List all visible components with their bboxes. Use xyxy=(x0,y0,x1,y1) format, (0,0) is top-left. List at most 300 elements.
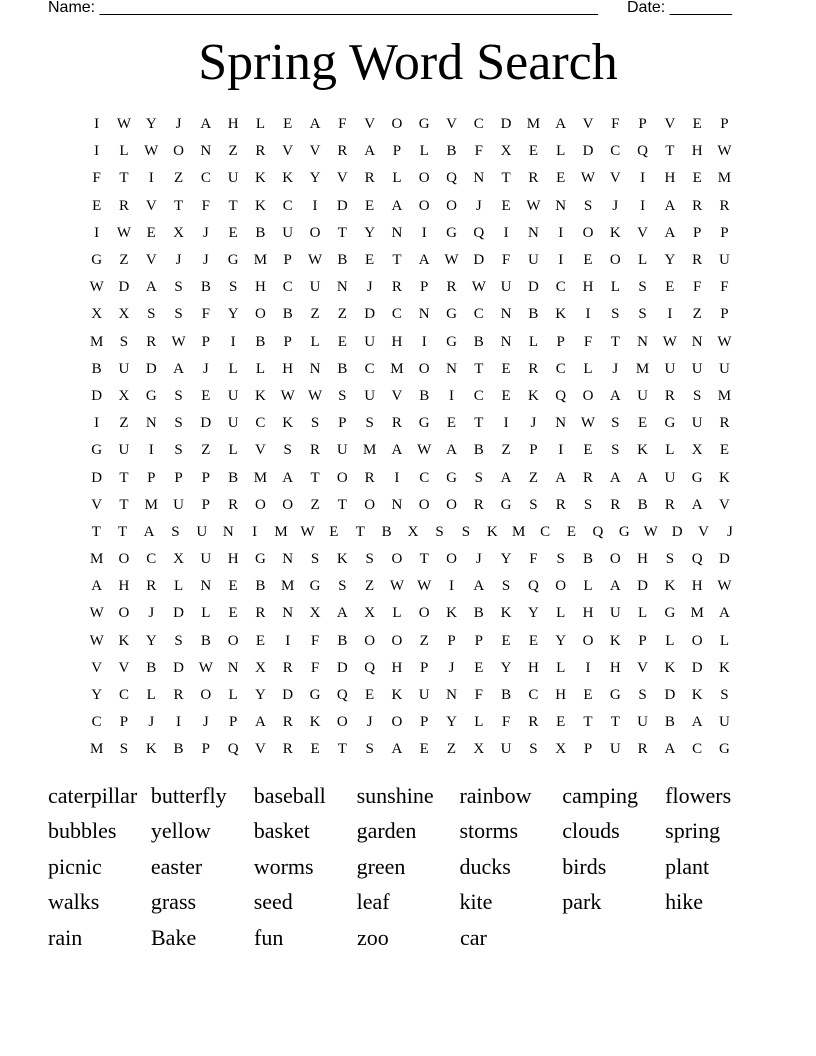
grid-letter: Q xyxy=(227,741,239,758)
grid-letter: X xyxy=(473,741,485,758)
word-item: yellow xyxy=(150,818,211,844)
grid-letter: A xyxy=(364,143,376,160)
grid-letter: X xyxy=(118,387,130,404)
grid-letter: X xyxy=(173,224,184,241)
grid-letter: G xyxy=(446,333,457,350)
grid-letter: N xyxy=(555,415,567,432)
grid-letter: T xyxy=(337,224,347,241)
grid-letter: A xyxy=(309,116,321,133)
grid-letter: U xyxy=(227,170,239,187)
word-item: ducks xyxy=(459,853,511,879)
grid-letter: R xyxy=(528,714,539,731)
grid-letter: H xyxy=(582,605,594,622)
grid-letter: X xyxy=(407,523,419,540)
grid-letter: E xyxy=(501,632,511,649)
grid-letter: O xyxy=(118,551,130,568)
grid-letter: I xyxy=(558,252,564,269)
grid-letter: G xyxy=(609,687,621,704)
grid-letter: P xyxy=(638,632,647,649)
grid-letter: D xyxy=(173,659,184,676)
grid-letter: D xyxy=(473,252,485,269)
grid-letter: D xyxy=(527,279,539,296)
grid-letter: P xyxy=(338,415,347,432)
word-item: clouds xyxy=(562,818,620,844)
word-item: butterfly xyxy=(150,782,227,808)
grid-letter: P xyxy=(147,469,156,486)
word-item: Bake xyxy=(151,924,197,950)
grid-letter: W xyxy=(717,333,732,350)
grid-letter: N xyxy=(555,197,567,214)
grid-letter: K xyxy=(118,632,130,649)
grid-letter: R xyxy=(473,496,484,513)
grid-letter: R xyxy=(692,197,703,214)
grid-letter: P xyxy=(228,714,238,731)
grid-row xyxy=(83,519,743,546)
grid-letter: B xyxy=(473,605,484,622)
grid-letter: R xyxy=(637,741,648,758)
grid-letter: J xyxy=(366,714,373,731)
grid-letter: J xyxy=(475,551,482,568)
grid-letter: B xyxy=(337,632,348,649)
grid-letter: O xyxy=(336,469,348,486)
word-item: flowers xyxy=(665,782,732,808)
grid-letter: J xyxy=(448,659,455,676)
grid-letter: O xyxy=(173,143,184,160)
grid-letter: A xyxy=(719,605,730,622)
grid-letter: C xyxy=(118,687,129,704)
grid-letter: C xyxy=(473,116,484,133)
grid-letter: T xyxy=(665,143,675,160)
grid-letter: P xyxy=(420,279,429,296)
grid-letter: W xyxy=(89,279,104,296)
grid-letter: S xyxy=(283,442,292,459)
grid-letter: P xyxy=(474,632,483,649)
grid-letter: I xyxy=(449,387,454,404)
grid-letter: O xyxy=(418,197,430,214)
grid-row xyxy=(83,301,743,328)
grid-letter: P xyxy=(529,442,538,459)
grid-letter: B xyxy=(473,442,484,459)
grid-letter: U xyxy=(719,714,730,731)
grid-letter: P xyxy=(420,659,429,676)
grid-letter: T xyxy=(337,496,347,513)
grid-letter: Z xyxy=(337,306,347,323)
grid-letter: N xyxy=(418,306,430,323)
grid-letter: P xyxy=(201,741,210,758)
grid-letter: L xyxy=(201,605,211,622)
word-item: easter xyxy=(150,853,203,879)
grid-letter: J xyxy=(366,279,373,296)
grid-letter: R xyxy=(337,143,348,160)
grid-letter: H xyxy=(391,333,403,350)
grid-letter: B xyxy=(337,360,348,377)
grid-letter: Y xyxy=(227,306,239,323)
grid-letter: W xyxy=(580,415,596,432)
grid-row xyxy=(83,220,743,247)
grid-letter: L xyxy=(392,170,402,187)
grid-letter: Y xyxy=(500,659,512,676)
grid-letter: T xyxy=(228,197,238,214)
grid-letter: O xyxy=(255,306,266,323)
grid-letter: Y xyxy=(527,605,539,622)
grid-letter: W xyxy=(417,578,432,595)
grid-letter: D xyxy=(91,387,103,404)
grid-letter: P xyxy=(119,714,129,731)
grid-letter: X xyxy=(555,741,567,758)
grid-letter: T xyxy=(173,197,184,214)
grid-letter: W xyxy=(171,333,186,350)
grid-letter: E xyxy=(528,143,538,160)
grid-letter: G xyxy=(145,387,157,404)
grid-letter: R xyxy=(118,197,129,214)
grid-letter: C xyxy=(419,469,430,486)
grid-letter: K xyxy=(336,551,348,568)
grid-letter: F xyxy=(92,170,101,187)
grid-letter: A xyxy=(609,387,621,404)
grid-letter: H xyxy=(527,659,539,676)
grid-letter: P xyxy=(638,116,647,133)
grid-letter: Z xyxy=(365,578,375,595)
grid-letter: D xyxy=(691,659,703,676)
grid-letter: L xyxy=(310,333,320,350)
grid-letter: E xyxy=(692,170,702,187)
grid-letter: A xyxy=(609,578,621,595)
grid-letter: R xyxy=(364,469,375,486)
grid-letter: Y xyxy=(555,632,567,649)
grid-letter: V xyxy=(391,387,403,404)
grid-letter: J xyxy=(530,415,537,432)
grid-letter: C xyxy=(473,306,484,323)
grid-letter: G xyxy=(446,224,457,241)
grid-letter: H xyxy=(391,659,403,676)
grid-letter: W xyxy=(116,116,132,133)
grid-letter: U xyxy=(200,551,212,568)
grid-letter: U xyxy=(609,605,621,622)
grid-letter: R xyxy=(528,170,539,187)
grid-letter: A xyxy=(691,714,703,731)
grid-letter: K xyxy=(664,578,676,595)
grid-letter: F xyxy=(310,632,320,649)
grid-letter: E xyxy=(501,387,511,404)
grid-letter: G xyxy=(618,523,630,540)
grid-letter: I xyxy=(94,415,100,432)
word-item: seed xyxy=(253,889,293,915)
grid-letter: J xyxy=(202,360,209,377)
grid-letter: K xyxy=(664,659,676,676)
grid-letter: I xyxy=(667,306,673,323)
grid-letter: U xyxy=(664,469,676,486)
word-item: hike xyxy=(665,889,704,915)
grid-letter: M xyxy=(362,442,377,459)
grid-letter: Q xyxy=(336,687,348,704)
grid-letter: S xyxy=(556,551,565,568)
grid-letter: L xyxy=(419,143,429,160)
grid-letter: U xyxy=(173,496,184,513)
grid-letter: R xyxy=(446,279,457,296)
grid-letter: W xyxy=(116,224,132,241)
grid-letter: V xyxy=(664,116,676,133)
grid-letter: A xyxy=(637,469,648,486)
grid-letter: I xyxy=(558,224,564,241)
grid-letter: N xyxy=(473,170,485,187)
grid-letter: A xyxy=(664,741,676,758)
grid-row xyxy=(83,437,743,464)
grid-letter: R xyxy=(255,605,266,622)
grid-letter: W xyxy=(717,578,732,595)
grid-letter: M xyxy=(253,469,268,486)
grid-letter: R xyxy=(146,578,157,595)
word-item: picnic xyxy=(48,853,102,879)
grid-letter: X xyxy=(118,306,130,323)
grid-letter: Q xyxy=(592,523,604,540)
grid-letter: K xyxy=(719,469,730,486)
grid-letter: C xyxy=(555,279,566,296)
grid-letter: V xyxy=(364,116,376,133)
grid-letter: U xyxy=(609,741,621,758)
word-item: plant xyxy=(665,853,710,879)
grid-letter: T xyxy=(337,741,347,758)
grid-letter: U xyxy=(227,415,239,432)
grid-letter: A xyxy=(391,442,403,459)
grid-letter: B xyxy=(173,741,184,758)
grid-letter: O xyxy=(227,632,239,649)
grid-letter: E xyxy=(583,252,593,269)
grid-letter: A xyxy=(418,252,430,269)
grid-letter: U xyxy=(500,741,512,758)
grid-letter: L xyxy=(255,360,266,377)
grid-letter: A xyxy=(473,578,485,595)
grid-letter: I xyxy=(394,469,400,486)
grid-letter: I xyxy=(252,523,258,540)
grid-letter: F xyxy=(310,659,320,676)
grid-letter: S xyxy=(461,523,471,540)
grid-letter: U xyxy=(691,415,703,432)
grid-letter: H xyxy=(255,279,266,296)
grid-letter: C xyxy=(255,415,266,432)
grid-letter: S xyxy=(501,578,511,595)
grid-letter: U xyxy=(118,442,130,459)
grid-row xyxy=(83,165,743,192)
grid-letter: M xyxy=(281,578,295,595)
grid-letter: S xyxy=(474,469,483,486)
grid-letter: X xyxy=(255,659,266,676)
word-item: storms xyxy=(459,818,519,844)
grid-letter: M xyxy=(526,116,541,133)
grid-letter: C xyxy=(282,197,293,214)
grid-letter: E xyxy=(556,714,566,731)
word-item: walks xyxy=(48,889,100,915)
grid-letter: K xyxy=(309,714,321,731)
grid-letter: K xyxy=(609,224,621,241)
word-item: fun xyxy=(254,924,284,950)
grid-letter: P xyxy=(420,714,429,731)
grid-letter: W xyxy=(580,170,596,187)
grid-letter: H xyxy=(227,116,239,133)
grid-letter: O xyxy=(391,714,403,731)
grid-letter: B xyxy=(255,224,266,241)
name-field-label: Name: ________________________________________________________ xyxy=(48,0,598,16)
grid-letter: M xyxy=(635,360,650,377)
grid-letter: G xyxy=(664,415,676,432)
grid-letter: H xyxy=(691,143,703,160)
grid-letter: F xyxy=(611,116,620,133)
grid-letter: Y xyxy=(500,551,512,568)
grid-letter: L xyxy=(146,687,156,704)
word-item: grass xyxy=(150,889,197,915)
grid-letter: S xyxy=(435,523,444,540)
word-item: caterpillar xyxy=(48,782,138,808)
grid-letter: Q xyxy=(691,551,703,568)
grid-letter: W xyxy=(307,252,323,269)
grid-letter: N xyxy=(691,333,703,350)
grid-letter: F xyxy=(720,279,729,296)
grid-letter: I xyxy=(94,143,100,160)
grid-letter: J xyxy=(175,252,182,269)
grid-letter: E xyxy=(228,224,238,241)
grid-letter: O xyxy=(364,496,376,513)
grid-letter: J xyxy=(202,714,209,731)
grid-letter: U xyxy=(500,279,512,296)
grid-letter: L xyxy=(583,578,593,595)
grid-letter: E xyxy=(446,415,457,432)
grid-letter: A xyxy=(391,197,403,214)
grid-letter: U xyxy=(118,360,130,377)
grid-letter: C xyxy=(364,360,375,377)
grid-letter: E xyxy=(474,659,484,676)
grid-letter: K xyxy=(255,197,266,214)
grid-row xyxy=(83,410,743,437)
grid-letter: H xyxy=(118,578,130,595)
grid-letter: S xyxy=(174,415,183,432)
grid-letter: J xyxy=(202,252,209,269)
grid-letter: Y xyxy=(309,170,321,187)
grid-letter: O xyxy=(691,632,703,649)
grid-letter: D xyxy=(336,659,348,676)
grid-letter: Y xyxy=(145,632,157,649)
word-item: baseball xyxy=(253,782,326,808)
grid-letter: U xyxy=(527,252,539,269)
grid-letter: A xyxy=(91,578,103,595)
grid-letter: N xyxy=(200,143,212,160)
grid-letter: P xyxy=(392,143,402,160)
grid-letter: I xyxy=(640,197,646,214)
grid-letter: K xyxy=(691,687,703,704)
grid-letter: G xyxy=(691,469,703,486)
grid-letter: O xyxy=(118,605,130,622)
grid-letter: V xyxy=(309,143,321,160)
grid-letter: Q xyxy=(446,170,457,187)
grid-letter: Z xyxy=(692,306,702,323)
grid-letter: O xyxy=(609,551,621,568)
grid-letter: E xyxy=(638,415,648,432)
grid-letter: S xyxy=(583,197,593,214)
grid-letter: Z xyxy=(201,442,211,459)
grid-letter: A xyxy=(664,224,676,241)
grid-letter: W xyxy=(417,442,432,459)
grid-letter: I xyxy=(421,224,427,241)
grid-letter: P xyxy=(693,224,702,241)
grid-letter: F xyxy=(529,551,538,568)
grid-letter: E xyxy=(566,523,577,540)
grid-letter: E xyxy=(228,605,238,622)
grid-letter: W xyxy=(444,252,459,269)
grid-letter: M xyxy=(89,333,104,350)
grid-letter: I xyxy=(585,306,591,323)
grid-letter: A xyxy=(143,523,155,540)
grid-letter: C xyxy=(200,170,211,187)
grid-letter: G xyxy=(91,442,103,459)
grid-letter: U xyxy=(196,523,208,540)
grid-letter: I xyxy=(558,442,564,459)
grid-letter: U xyxy=(282,224,294,241)
grid-letter: V xyxy=(255,741,266,758)
grid-letter: D xyxy=(282,687,294,704)
grid-letter: I xyxy=(148,170,154,187)
grid-letter: R xyxy=(255,143,266,160)
grid-letter: T xyxy=(119,170,129,187)
grid-letter: T xyxy=(610,714,620,731)
grid-letter: Z xyxy=(419,632,429,649)
grid-letter: F xyxy=(474,687,483,704)
grid-letter: D xyxy=(671,523,683,540)
grid-letter: P xyxy=(283,252,292,269)
grid-letter: L xyxy=(119,143,129,160)
grid-letter: H xyxy=(282,360,294,377)
grid-letter: W xyxy=(662,333,677,350)
grid-letter: P xyxy=(283,333,292,350)
grid-letter: O xyxy=(364,632,376,649)
grid-row xyxy=(83,383,743,410)
grid-letter: G xyxy=(446,469,457,486)
grid-letter: A xyxy=(446,442,457,459)
grid-letter: P xyxy=(201,333,210,350)
grid-letter: C xyxy=(282,279,293,296)
grid-row xyxy=(83,546,743,573)
grid-letter: M xyxy=(512,523,526,540)
grid-letter: I xyxy=(230,333,236,350)
grid-letter: U xyxy=(227,387,239,404)
grid-letter: I xyxy=(148,442,154,459)
grid-letter: A xyxy=(255,714,266,731)
grid-letter: S xyxy=(529,741,538,758)
word-item: kite xyxy=(459,889,493,915)
grid-letter: O xyxy=(255,496,266,513)
word-row xyxy=(48,920,768,956)
grid-letter: B xyxy=(146,659,157,676)
grid-letter: W xyxy=(280,387,295,404)
grid-letter: T xyxy=(119,496,129,513)
grid-letter: J xyxy=(612,360,619,377)
word-item: birds xyxy=(562,853,607,879)
grid-letter: A xyxy=(555,469,567,486)
grid-letter: E xyxy=(92,197,102,214)
grid-letter: Z xyxy=(173,170,184,187)
grid-letter: I xyxy=(312,197,318,214)
grid-row xyxy=(83,111,743,138)
grid-letter: A xyxy=(391,741,403,758)
grid-letter: T xyxy=(583,714,593,731)
grid-letter: T xyxy=(474,360,484,377)
grid-letter: V xyxy=(336,170,348,187)
grid-row xyxy=(83,682,743,709)
grid-letter: Y xyxy=(145,116,157,133)
grid-letter: Z xyxy=(310,306,320,323)
grid-letter: R xyxy=(555,496,566,513)
grid-letter: N xyxy=(446,360,457,377)
grid-letter: M xyxy=(144,496,158,513)
grid-letter: N xyxy=(200,578,212,595)
grid-letter: L xyxy=(556,605,566,622)
